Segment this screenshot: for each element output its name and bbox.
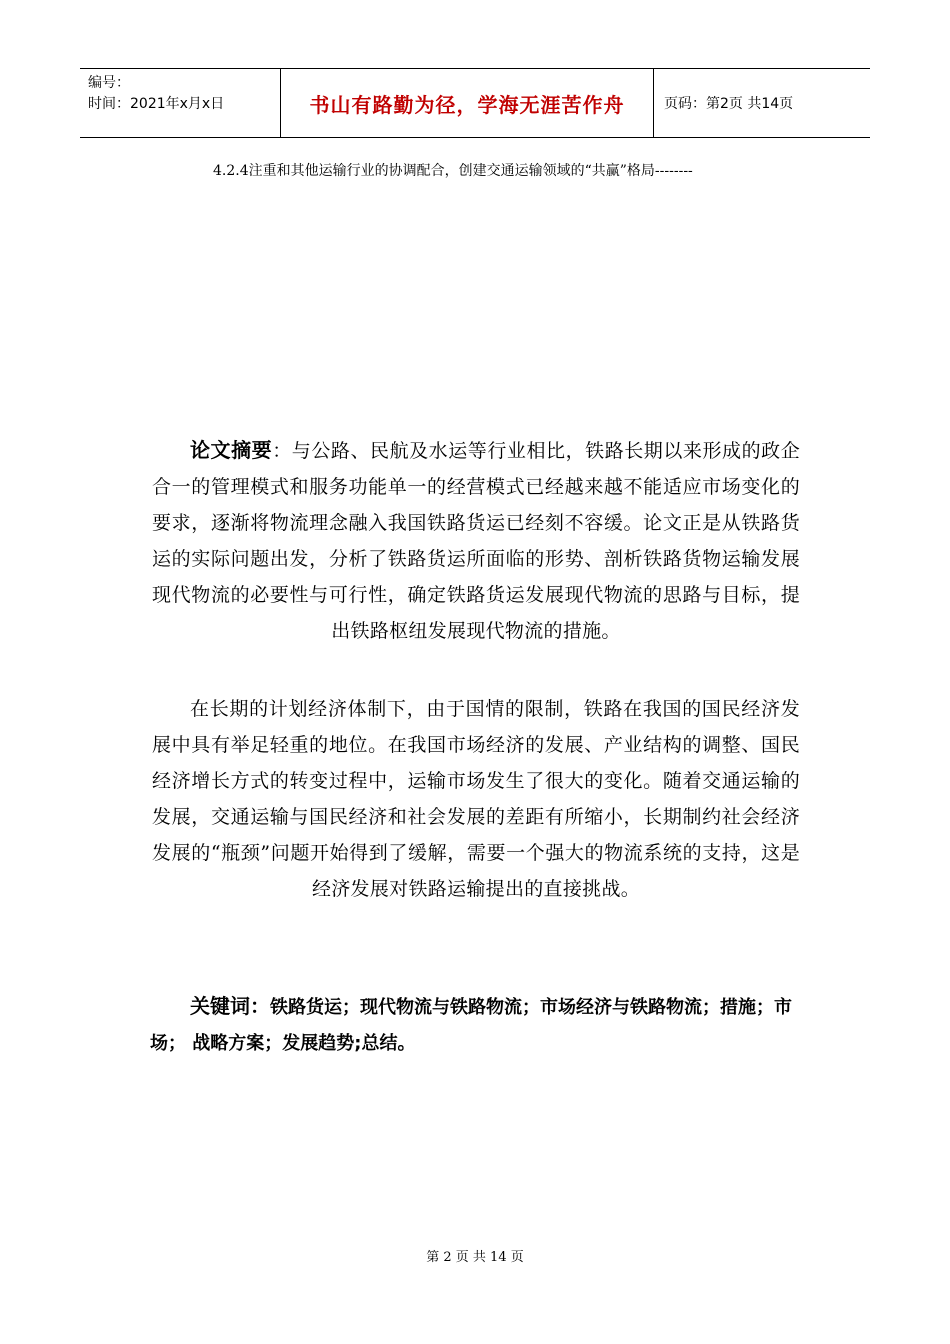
toc-entry: 4.2.4注重和其他运输行业的协调配合，创建交通运输领域的“共赢”格局-------- — [213, 163, 693, 179]
abstract-section — [152, 432, 800, 649]
header-number-label: 编号： — [88, 75, 130, 91]
header-motto: 书山有路勤为径，学海无涯苦作舟 — [280, 69, 654, 137]
keywords-label: 关键词： — [190, 994, 270, 1018]
abstract-text: ：与公路、民航及水运等行业相比，铁路长期以来形成的政企合一的管理模式和服务功能单一的经营模式已经越来越不能适应市场变化的要求，逐渐将物流理念融入我国铁路货运已经刻不容缓。论文正是从铁路货运的实际问题出发，分析了铁路货运所面临的形势、剖析铁路货物运输发展现代物流的必要性与可行性，确定铁路货运发展现代物流的思路与目标，提出铁路枢纽发展现代物流的措施。 — [152, 440, 800, 642]
abstract-paragraph-2: 在长期的计划经济体制下，由于国情的限制，铁路在我国的国民经济发展中具有举足轻重的地位。在我国市场经济的发展、产业结构的调整、国民经济增长方式的转变过程中，运输市场发生了很大的变化。随着交通运输的发展，交通运输与国民经济和社会发展的差距有所缩小，长期制约社会经济发展的“瓶颈”问题开始得到了缓解，需要一个强大的物流系统的支持，这是经济发展对铁路运输提出的直接挑战。 — [152, 698, 800, 900]
header-date: 时间：2021年x月x日 — [88, 96, 225, 112]
keywords-text: 铁路货运；现代物流与铁路物流；市场经济与铁路物流；措施；市场； 战略方案；发展趋势;总结。 — [150, 997, 792, 1054]
header-page-info: 页码：第2页 共14页 — [664, 96, 794, 112]
abstract-paragraph — [152, 432, 800, 649]
page-footer: 第 2 页 共 14 页 — [426, 1250, 524, 1265]
header-meta — [80, 69, 280, 137]
abstract-paragraph-2-section — [152, 691, 800, 907]
abstract-label: 论文摘要 — [190, 438, 273, 462]
keywords-section — [150, 988, 810, 1062]
document-header — [80, 68, 870, 138]
